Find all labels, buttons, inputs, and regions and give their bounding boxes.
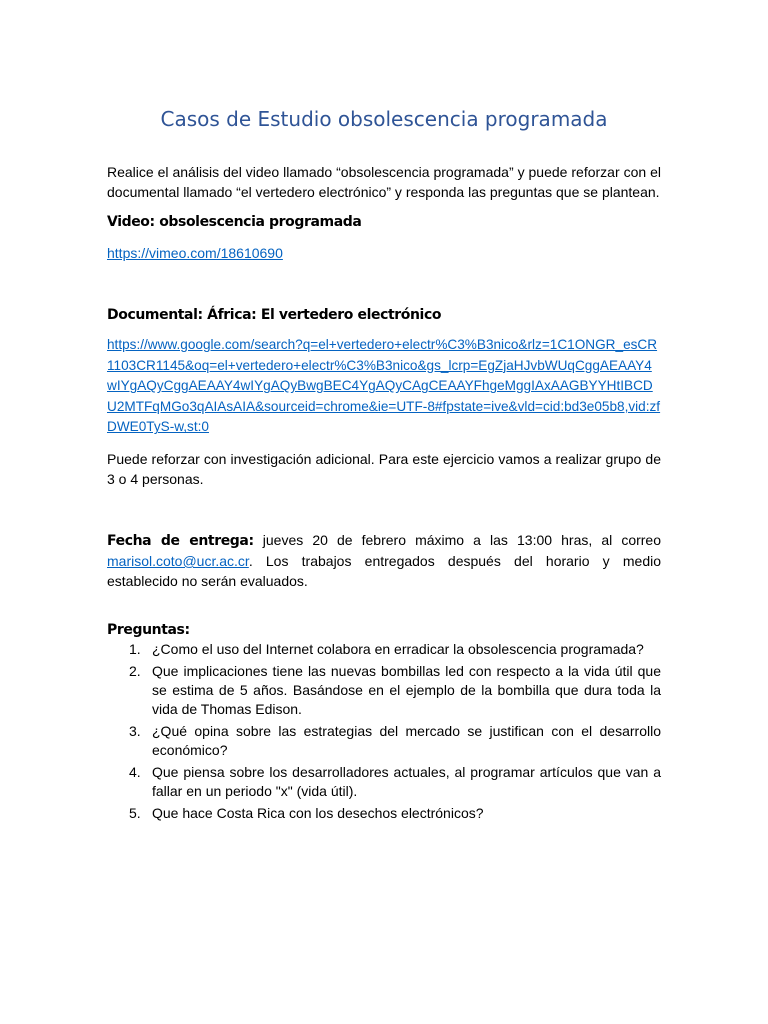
question-number: 5. — [129, 805, 141, 821]
delivery-text-after: . Los trabajos entregados después del horario y medio establecido no serán evaluados. — [107, 553, 661, 589]
video-link[interactable]: https://vimeo.com/18610690 — [107, 245, 283, 261]
delivery-paragraph — [107, 530, 661, 591]
question-number: 4. — [129, 764, 141, 780]
video-link-paragraph — [107, 243, 661, 263]
intro-paragraph: Realice el análisis del video llamado “obsolescencia programada” y puede reforzar con el documental llamado “el vertedero electrónico” y responda las preguntas que se plantean. — [107, 164, 661, 200]
questions-list — [107, 640, 661, 826]
delivery-label: Fecha de entrega: — [107, 533, 254, 549]
document-title: Casos de Estudio obsolescencia programada — [160, 107, 608, 131]
question-item — [107, 763, 661, 801]
reinforce-paragraph: Puede reforzar con investigación adicional. Para este ejercicio vamos a realizar grupo de 3 o 4 personas. — [107, 451, 661, 487]
question-number: 3. — [129, 723, 141, 739]
question-item — [107, 804, 661, 823]
documental-link[interactable]: https://www.google.com/search?q=el+vertedero+electr%C3%B3nico&rlz=1C1ONGR_esCR1103CR1145&oq=el+vertedero+electr%C3%B3nico&gs_lcrp=EgZjaHJvbWUqCggAEAAY4wIYgAQyCggAEAAY4wIYgAQyBwgBEC4YgAQyCAgCEAAYFhgeMggIAxAAGBYYHtIBCDU2MTFqMGo3qAIAsAIA&sourceid=chrome&ie=UTF-8#fpstate=ive&vld=cid:bd3e05b8,vid:zfDWE0TyS-w,st:0 — [107, 337, 661, 435]
delivery-text-before: jueves 20 de febrero máximo a las 13:00 hras, al correo — [253, 532, 662, 548]
delivery-email-link[interactable]: marisol.coto@ucr.ac.cr — [107, 553, 249, 569]
documental-link-paragraph — [107, 335, 661, 438]
question-number: 2. — [129, 663, 141, 679]
question-text: Que implicaciones tiene las nuevas bombillas led con respecto a la vida útil que se estima de 5 años. Basándose en el ejemplo de la bombilla que dura toda la vida de Thomas Edison. — [152, 663, 661, 717]
question-item — [107, 640, 661, 659]
question-number: 1. — [129, 641, 141, 657]
documental-heading: Documental: África: El vertedero electrónico — [107, 307, 442, 323]
video-heading: Video: obsolescencia programada — [107, 214, 362, 230]
question-item — [107, 722, 661, 760]
question-text: ¿Qué opina sobre las estrategias del mercado se justifican con el desarrollo económico? — [152, 723, 661, 758]
questions-heading: Preguntas: — [107, 622, 190, 638]
question-item — [107, 662, 661, 719]
question-text: Que piensa sobre los desarrolladores actuales, al programar artículos que van a fallar en un periodo "x" (vida útil). — [152, 764, 661, 799]
question-text: Que hace Costa Rica con los desechos electrónicos? — [152, 805, 484, 821]
question-text: ¿Como el uso del Internet colabora en erradicar la obsolescencia programada? — [152, 641, 644, 657]
